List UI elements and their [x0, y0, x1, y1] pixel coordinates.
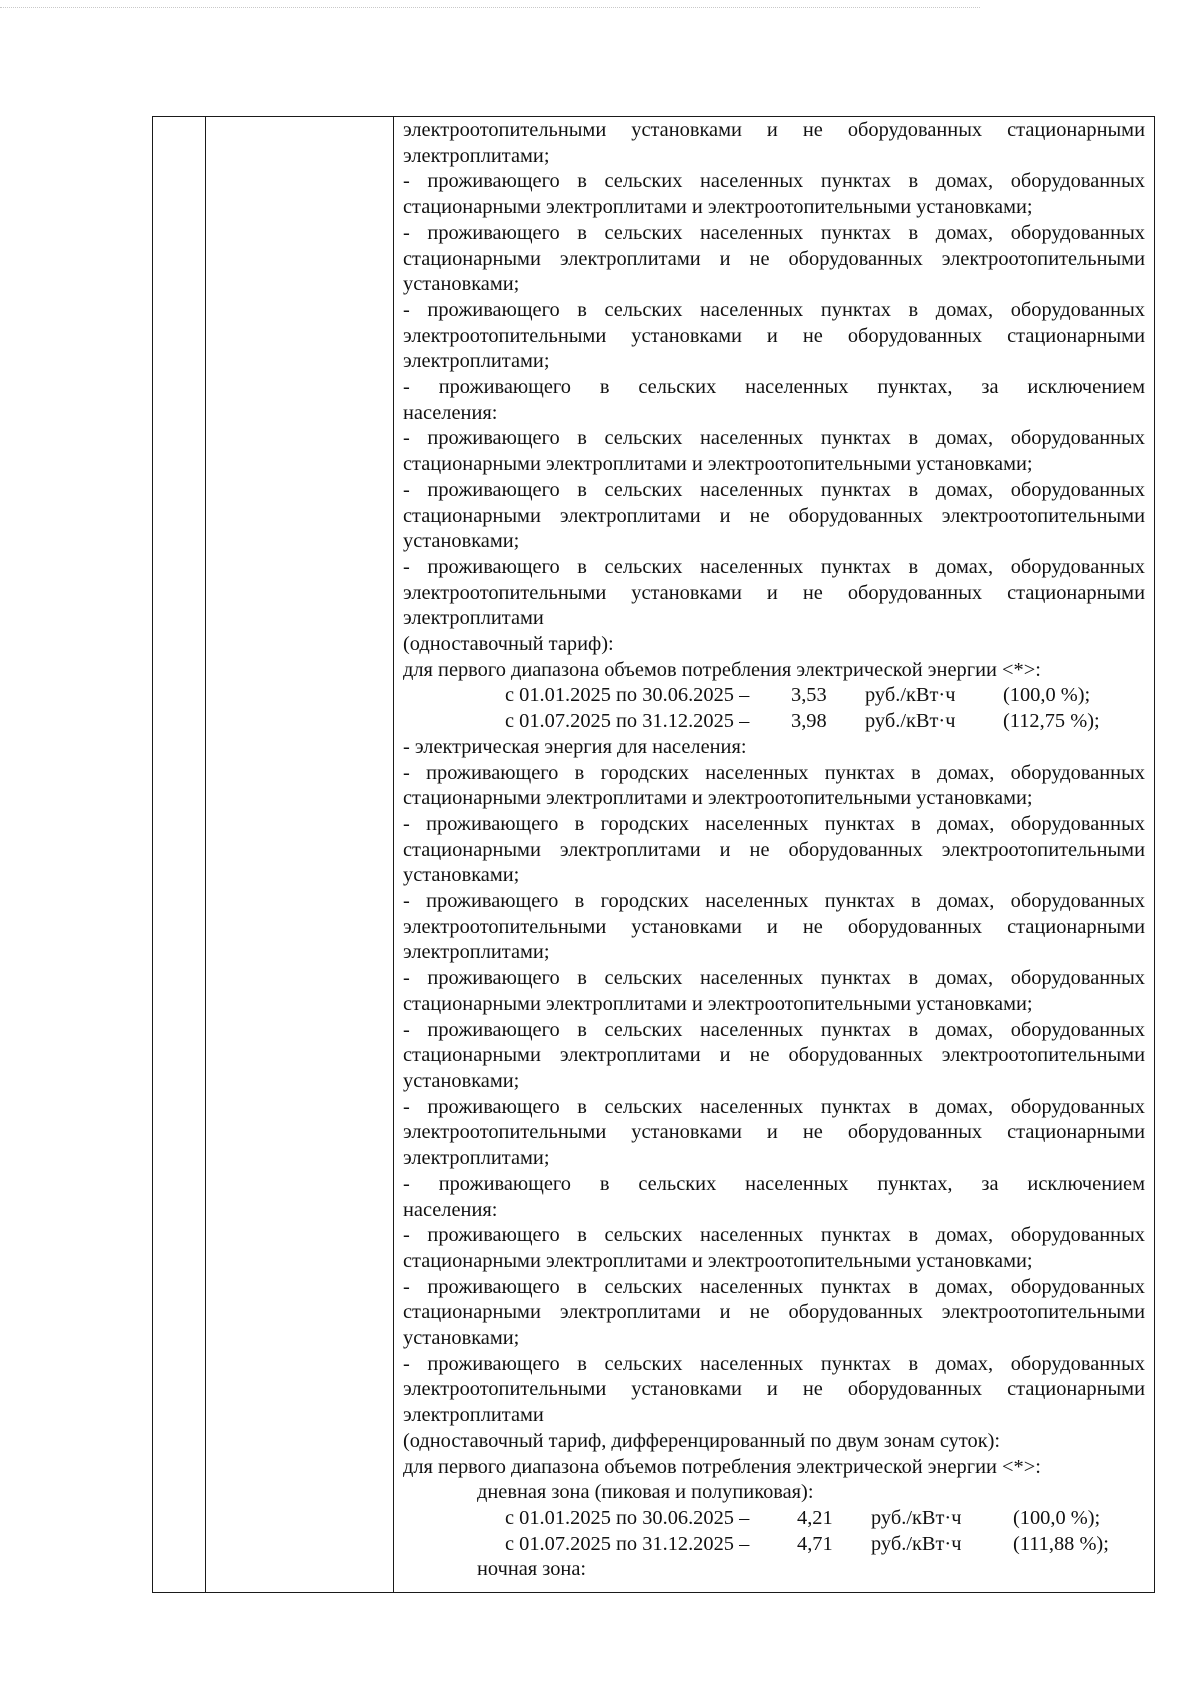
- tariff-table: [152, 116, 1155, 1593]
- text-line: - проживающего в сельских населенных пунктах в домах, оборудованных: [403, 967, 1145, 990]
- text-line: установками;: [403, 530, 520, 553]
- column-divider-1: [205, 117, 206, 1592]
- tariff-percent: (100,0 %);: [1003, 684, 1091, 707]
- text-line: электроплитами;: [403, 941, 550, 964]
- text-line: - проживающего в сельских населенных пунктах в домах, оборудованных: [403, 1352, 1145, 1375]
- text-line: электроотопительными установками и не оборудованных стационарными: [403, 581, 1145, 604]
- tariff-value: 3,53: [791, 684, 827, 707]
- text-line: стационарными электроплитами и электроотопительными установками;: [403, 1249, 1033, 1272]
- text-line: населения:: [403, 1198, 498, 1221]
- text-line: - проживающего в сельских населенных пунктах в домах, оборудованных: [403, 1224, 1145, 1247]
- tariff-percent: (100,0 %);: [1013, 1506, 1101, 1529]
- tariff-unit: руб./кВт·ч: [865, 684, 956, 707]
- text-line: стационарными электроплитами и электроотопительными установками;: [403, 453, 1033, 476]
- tariff-unit: руб./кВт·ч: [865, 710, 956, 733]
- tariff-period: с 01.01.2025 по 30.06.2025 –: [505, 1506, 750, 1529]
- text-line: стационарными электроплитами и электроотопительными установками;: [403, 196, 1033, 219]
- column-divider-2: [393, 117, 394, 1592]
- text-line: установками;: [403, 1069, 520, 1092]
- tariff-unit: руб./кВт·ч: [871, 1506, 962, 1529]
- text-line: стационарными электроплитами и не оборудованных электроотопительными: [403, 247, 1145, 270]
- text-line: населения:: [403, 401, 498, 424]
- text-line: электроплитами;: [403, 144, 550, 167]
- text-line: стационарными электроплитами и не оборудованных электроотопительными: [403, 838, 1145, 861]
- text-line: стационарными электроплитами и электроотопительными установками;: [403, 787, 1033, 810]
- tariff-row-single-2: [403, 709, 1145, 735]
- text-line: - проживающего в городских населенных пунктах в домах, оборудованных: [403, 812, 1145, 835]
- text-line: электроотопительными установками и не оборудованных стационарными: [403, 324, 1145, 347]
- text-line: электроотопительными установками и не оборудованных стационарными: [403, 1378, 1145, 1401]
- text-line: - проживающего в сельских населенных пунктах в домах, оборудованных: [403, 427, 1145, 450]
- tariff-percent: (111,88 %);: [1013, 1532, 1109, 1555]
- tariff-description-cell: [403, 118, 1145, 1583]
- text-line: установками;: [403, 1327, 520, 1350]
- text-line: электроотопительными установками и не оборудованных стационарными: [403, 915, 1145, 938]
- day-zone-heading: дневная зона (пиковая и полупиковая):: [477, 1481, 814, 1504]
- text-line: стационарными электроплитами и не оборудованных электроотопительными: [403, 1044, 1145, 1067]
- tariff-unit: руб./кВт·ч: [871, 1532, 962, 1555]
- text-line: электроплитами;: [403, 350, 550, 373]
- text-line: - проживающего в сельских населенных пунктах, за исключением: [403, 1172, 1145, 1195]
- text-line: - проживающего в сельских населенных пунктах в домах, оборудованных: [403, 555, 1145, 578]
- text-line: стационарными электроплитами и не оборудованных электроотопительными: [403, 1301, 1145, 1324]
- text-line: - проживающего в сельских населенных пунктах в домах, оборудованных: [403, 221, 1145, 244]
- tariff-row-day-2: [403, 1532, 1145, 1558]
- text-line: - проживающего в сельских населенных пунктах в домах, оборудованных: [403, 1095, 1145, 1118]
- text-line: - проживающего в сельских населенных пунктах, за исключением: [403, 376, 1145, 399]
- scan-artifact-line: [0, 7, 980, 8]
- night-zone-heading: ночная зона:: [477, 1558, 587, 1581]
- text-line: (одноставочный тариф):: [403, 633, 614, 656]
- tariff-value: 3,98: [791, 710, 827, 733]
- text-line: установками;: [403, 864, 520, 887]
- text-line: установками;: [403, 273, 520, 296]
- tariff-value: 4,71: [797, 1532, 833, 1555]
- text-line: электроотопительными установками и не оборудованных стационарными: [403, 119, 1145, 141]
- tariff-percent: (112,75 %);: [1003, 710, 1100, 733]
- tariff-period: с 01.01.2025 по 30.06.2025 –: [505, 684, 750, 707]
- text-line: стационарными электроплитами и электроотопительными установками;: [403, 992, 1033, 1015]
- text-line: (одноставочный тариф, дифференцированный по двум зонам суток):: [403, 1429, 1001, 1452]
- tariff-value: 4,21: [797, 1506, 833, 1529]
- text-line: - проживающего в сельских населенных пунктах в домах, оборудованных: [403, 1018, 1145, 1041]
- text-line: - проживающего в сельских населенных пунктах в домах, оборудованных: [403, 1275, 1145, 1298]
- tariff-period: с 01.07.2025 по 31.12.2025 –: [505, 710, 750, 733]
- text-line: - проживающего в городских населенных пунктах в домах, оборудованных: [403, 761, 1145, 784]
- text-line: электроплитами: [403, 607, 544, 630]
- tariff-row-single-1: [403, 683, 1145, 709]
- text-line: - проживающего в городских населенных пунктах в домах, оборудованных: [403, 890, 1145, 913]
- text-line: для первого диапазона объемов потребления электрической энергии <*>:: [403, 658, 1041, 681]
- text-line: электроплитами;: [403, 1147, 550, 1170]
- text-line: - проживающего в сельских населенных пунктах в домах, оборудованных: [403, 298, 1145, 321]
- text-line: электроотопительными установками и не оборудованных стационарными: [403, 1121, 1145, 1144]
- text-line: - электрическая энергия для населения:: [403, 735, 747, 758]
- tariff-period: с 01.07.2025 по 31.12.2025 –: [505, 1532, 750, 1555]
- text-line: стационарными электроплитами и не оборудованных электроотопительными: [403, 504, 1145, 527]
- text-line: - проживающего в сельских населенных пунктах в домах, оборудованных: [403, 478, 1145, 501]
- text-line: для первого диапазона объемов потребления электрической энергии <*>:: [403, 1455, 1041, 1478]
- tariff-row-day-1: [403, 1506, 1145, 1532]
- text-line: электроплитами: [403, 1404, 544, 1427]
- text-line: - проживающего в сельских населенных пунктах в домах, оборудованных: [403, 170, 1145, 193]
